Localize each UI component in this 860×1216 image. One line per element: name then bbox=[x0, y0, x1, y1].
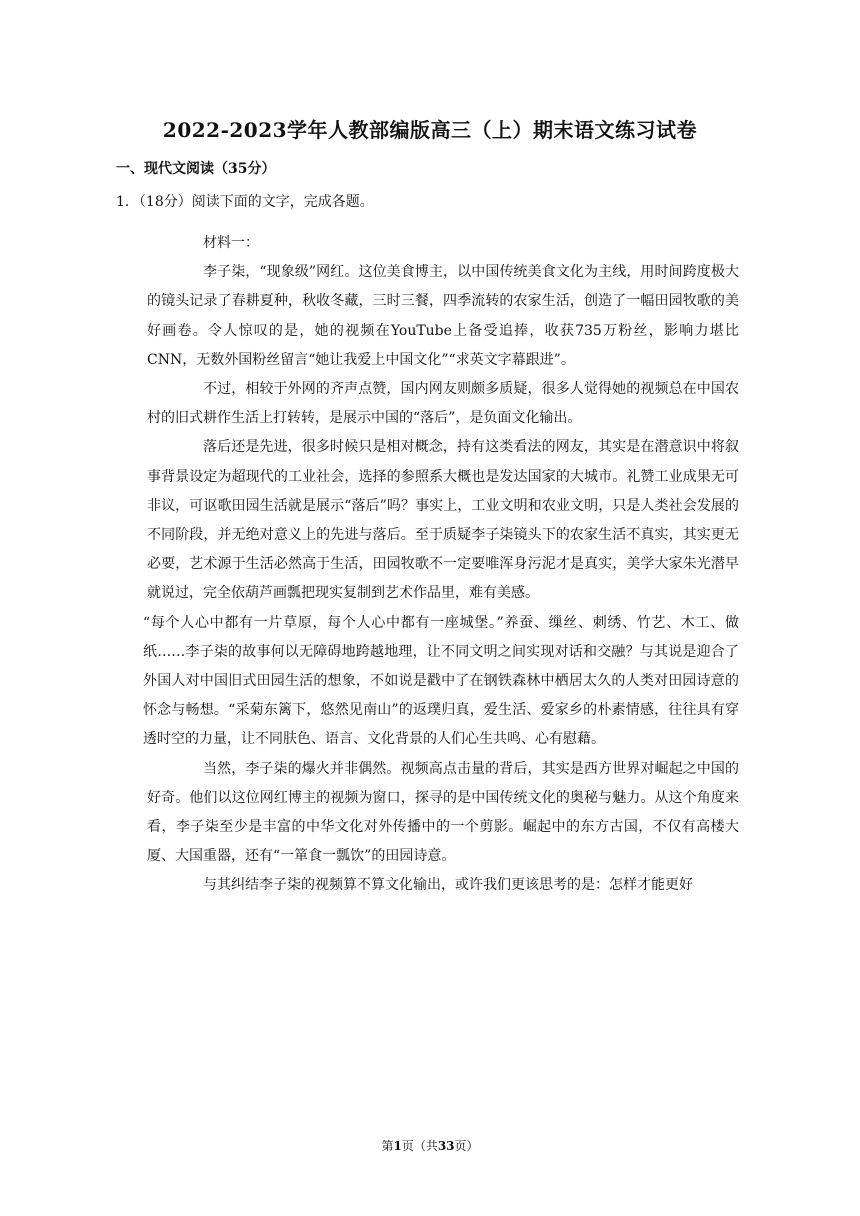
section-heading: 一、现代文阅读（35分） bbox=[116, 161, 276, 177]
footer-total-pages: 33 bbox=[437, 1139, 455, 1153]
page-footer bbox=[0, 1137, 860, 1154]
material-label: 材料一： bbox=[203, 235, 259, 251]
paragraph-5: 当然，李子柒的爆火并非偶然。视频高点击量的背后，其实是西方世界对崛起之中国的好奇。他们以这位网红博主的视频为窗口，探寻的是中国传统文化的奥秘与魅力。从这个角度来看，李子柒至少是丰富的中华文化对外传播中的一个剪影。崛起中的东方古国，不仅有高楼大厦、大国重器，还有“一箪食一瓢饮”的田园诗意。 bbox=[147, 760, 739, 865]
footer-middle: 页（共 bbox=[401, 1139, 438, 1153]
footer-suffix: 页） bbox=[454, 1139, 479, 1153]
paragraph-1: 李子柒，“现象级”网红。这位美食博主，以中国传统美食文化为主线，用时间跨度极大的镜头记录了春耕夏种，秋收冬藏，三时三餐，四季流转的农家生活，创造了一幅田园牧歌的美好画卷。令人惊叹的是，她的视频在YouTube上备受追捧，收获735万粉丝，影响力堪比CNN，无数外国粉丝留言“她让我爱上中国文化”“求英文字幕跟进”。 bbox=[147, 264, 739, 368]
paragraph-3: 落后还是先进，很多时候只是相对概念，持有这类看法的网友，其实是在潜意识中将叙事背景设定为超现代的工业社会，选择的参照系大概也是发达国家的大城市。礼赞工业成果无可非议，可讴歌田园生活就是展示“落后”吗？事实上，工业文明和农业文明，只是人类社会发展的不同阶段，并无绝对意义上的先进与落后。至于质疑李子柒镜头下的农家生活不真实，其实更无必要，艺术源于生活必然高于生活，田园牧歌不一定要唯浑身污泥才是真实，美学大家朱光潜早就说过，完全依葫芦画瓢把现实复制到艺术作品里，难有美感。 bbox=[147, 439, 739, 602]
paragraph-4: “每个人心中都有一片草原，每个人心中都有一座城堡。”养蚕、缫丝、刺绣、竹艺、木工、做纸……李子柒的故事何以无障碍地跨越地理，让不同文明之间实现对话和交融？与其说是迎合了外国人对中国旧式田园生活的想象，不如说是戳中了在钢铁森林中栖居太久的人类对田园诗意的怀念与畅想。“采菊东篱下，悠然见南山”的返璞归真，爱生活、爱家乡的朴素情感，往往具有穿透时空的力量，让不同肤色、语言、文化背景的人们心生共鸣、心有慰藉。 bbox=[143, 614, 739, 748]
footer-page-number: 1 bbox=[393, 1139, 402, 1153]
question-intro: 1．（18分）阅读下面的文字，完成各题。 bbox=[116, 194, 374, 210]
reading-passage bbox=[143, 229, 739, 901]
footer-prefix: 第 bbox=[381, 1139, 394, 1153]
page-title: 2022-2023学年人教部编版高三（上）期末语文练习试卷 bbox=[162, 118, 698, 142]
paragraph-6: 与其纠结李子柒的视频算不算文化输出，或许我们更该思考的是：怎样才能更好 bbox=[203, 877, 693, 894]
paragraph-2: 不过，相较于外网的齐声点赞，国内网友则颇多质疑，很多人觉得她的视频总在中国农村的旧式耕作生活上打转转，是展示中国的“落后”，是负面文化输出。 bbox=[147, 381, 739, 427]
